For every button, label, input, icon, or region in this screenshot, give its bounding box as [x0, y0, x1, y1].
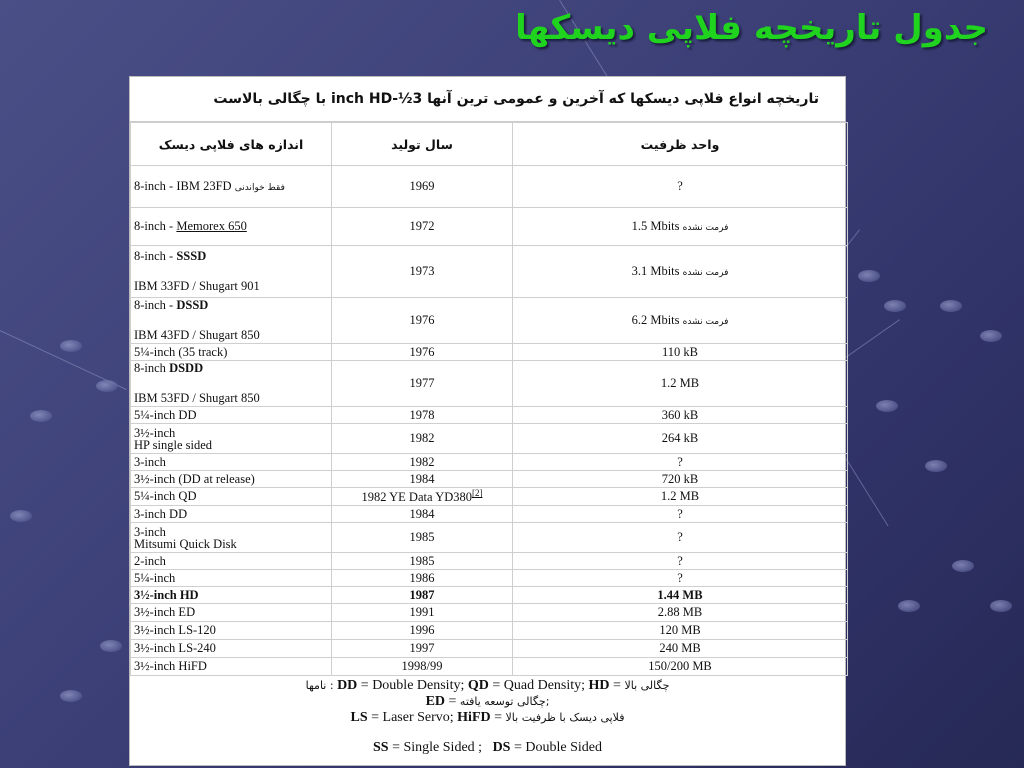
capacity-cell: 1.5 Mbits فرمت نشده — [513, 208, 848, 246]
size-cell: 3½-inch (DD at release) — [131, 471, 332, 488]
year-cell: 1997 — [332, 640, 513, 658]
size-cell: 8-inch - SSSD IBM 33FD / Shugart 901 — [131, 246, 332, 298]
capacity-cell: 2.88 MB — [513, 604, 848, 622]
capacity-cell: 264 kB — [513, 424, 848, 454]
year-cell: 1991 — [332, 604, 513, 622]
year-cell: 1973 — [332, 246, 513, 298]
floppy-history-table-panel — [129, 76, 846, 766]
year-cell: 1987 — [332, 587, 513, 604]
header-year: سال تولید — [332, 123, 513, 166]
capacity-cell: 120 MB — [513, 622, 848, 640]
capacity-cell: 110 kB — [513, 344, 848, 361]
year-cell: 1996 — [332, 622, 513, 640]
year-cell: 1984 — [332, 471, 513, 488]
year-cell: 1982 — [332, 424, 513, 454]
legend-line-4: SS = Single Sided ; DS = Double Sided — [373, 740, 602, 756]
size-cell: 8-inch - Memorex 650 — [131, 208, 332, 246]
table-row — [131, 424, 848, 454]
capacity-cell: 150/200 MB — [513, 658, 848, 676]
size-cell: 3-inch — [131, 454, 332, 471]
year-cell: 1998/99 — [332, 658, 513, 676]
year-cell: 1978 — [332, 407, 513, 424]
size-cell: 3-inch Mitsumi Quick Disk — [131, 523, 332, 553]
header-capacity: واحد ظرفیت — [513, 123, 848, 166]
capacity-cell: ? — [513, 506, 848, 523]
footnote-link[interactable]: [2] — [472, 488, 483, 498]
table-row — [131, 553, 848, 570]
header-size: اندازه های فلاپی دیسک — [131, 123, 332, 166]
capacity-cell: 6.2 Mbits فرمت نشده — [513, 298, 848, 344]
table-row — [131, 454, 848, 471]
table-row — [131, 166, 848, 208]
capacity-cell: 3.1 Mbits فرمت نشده — [513, 246, 848, 298]
size-cell: 3½-inch HD — [131, 587, 332, 604]
table-row — [131, 587, 848, 604]
abbreviation-legend — [130, 676, 845, 756]
size-cell: 3½-inch HiFD — [131, 658, 332, 676]
capacity-cell: 720 kB — [513, 471, 848, 488]
size-cell: 3-inch DD — [131, 506, 332, 523]
table-row — [131, 640, 848, 658]
size-cell: 3½-inch LS-240 — [131, 640, 332, 658]
year-cell: 1985 — [332, 523, 513, 553]
floppy-history-table — [130, 122, 848, 676]
size-cell: 5¼-inch DD — [131, 407, 332, 424]
capacity-cell: ? — [513, 166, 848, 208]
table-row — [131, 658, 848, 676]
legend-line-2: ED = چگالی توسعه یافته; — [425, 694, 550, 710]
size-cell: 3½-inch ED — [131, 604, 332, 622]
year-cell: 1972 — [332, 208, 513, 246]
size-cell: 8-inch - IBM 23FD فقط خواندنی — [131, 166, 332, 208]
table-row — [131, 407, 848, 424]
table-header-row — [131, 123, 848, 166]
size-cell: 5¼-inch — [131, 570, 332, 587]
capacity-cell: ? — [513, 454, 848, 471]
table-row — [131, 361, 848, 407]
year-cell: 1984 — [332, 506, 513, 523]
table-row — [131, 298, 848, 344]
capacity-cell: ? — [513, 523, 848, 553]
memorex-link[interactable]: Memorex 650 — [176, 219, 247, 233]
size-cell: 8-inch - DSSD IBM 43FD / Shugart 850 — [131, 298, 332, 344]
capacity-cell: 240 MB — [513, 640, 848, 658]
size-cell: 5¼-inch QD — [131, 488, 332, 506]
size-cell: 3½-inch HP single sided — [131, 424, 332, 454]
year-cell: 1976 — [332, 344, 513, 361]
table-row — [131, 570, 848, 587]
capacity-cell: ? — [513, 553, 848, 570]
capacity-cell: 1.2 MB — [513, 361, 848, 407]
year-cell: 1977 — [332, 361, 513, 407]
table-row — [131, 506, 848, 523]
table-row — [131, 488, 848, 506]
capacity-cell: 360 kB — [513, 407, 848, 424]
year-cell: 1969 — [332, 166, 513, 208]
year-cell: 1986 — [332, 570, 513, 587]
capacity-cell: 1.2 MB — [513, 488, 848, 506]
table-row — [131, 622, 848, 640]
size-cell: 3½-inch LS-120 — [131, 622, 332, 640]
capacity-cell: 1.44 MB — [513, 587, 848, 604]
year-cell: 1982 — [332, 454, 513, 471]
table-row — [131, 471, 848, 488]
size-cell: 8-inch DSDD IBM 53FD / Shugart 850 — [131, 361, 332, 407]
size-cell: 5¼-inch (35 track) — [131, 344, 332, 361]
table-row — [131, 246, 848, 298]
table-caption: تاریخچه انواع فلاپی دیسکها که آخرین و عمومی ترین آنها 3½-inch HD با چگالی بالاست — [130, 77, 845, 122]
year-cell: 1985 — [332, 553, 513, 570]
table-row — [131, 208, 848, 246]
table-row — [131, 604, 848, 622]
year-cell: 1982 YE Data YD380[2] — [332, 488, 513, 506]
table-row — [131, 344, 848, 361]
table-row — [131, 523, 848, 553]
size-cell: 2-inch — [131, 553, 332, 570]
legend-line-1: نامها : DD = Double Density; QD = Quad Density; HD = چگالی بالا — [305, 678, 670, 694]
capacity-cell: ? — [513, 570, 848, 587]
slide-title: جدول تاریخچه فلاپی دیسکها — [515, 8, 988, 48]
legend-line-3: LS = Laser Servo; HiFD = فلاپی دیسک با ظرفیت بالا — [350, 710, 625, 726]
year-cell: 1976 — [332, 298, 513, 344]
